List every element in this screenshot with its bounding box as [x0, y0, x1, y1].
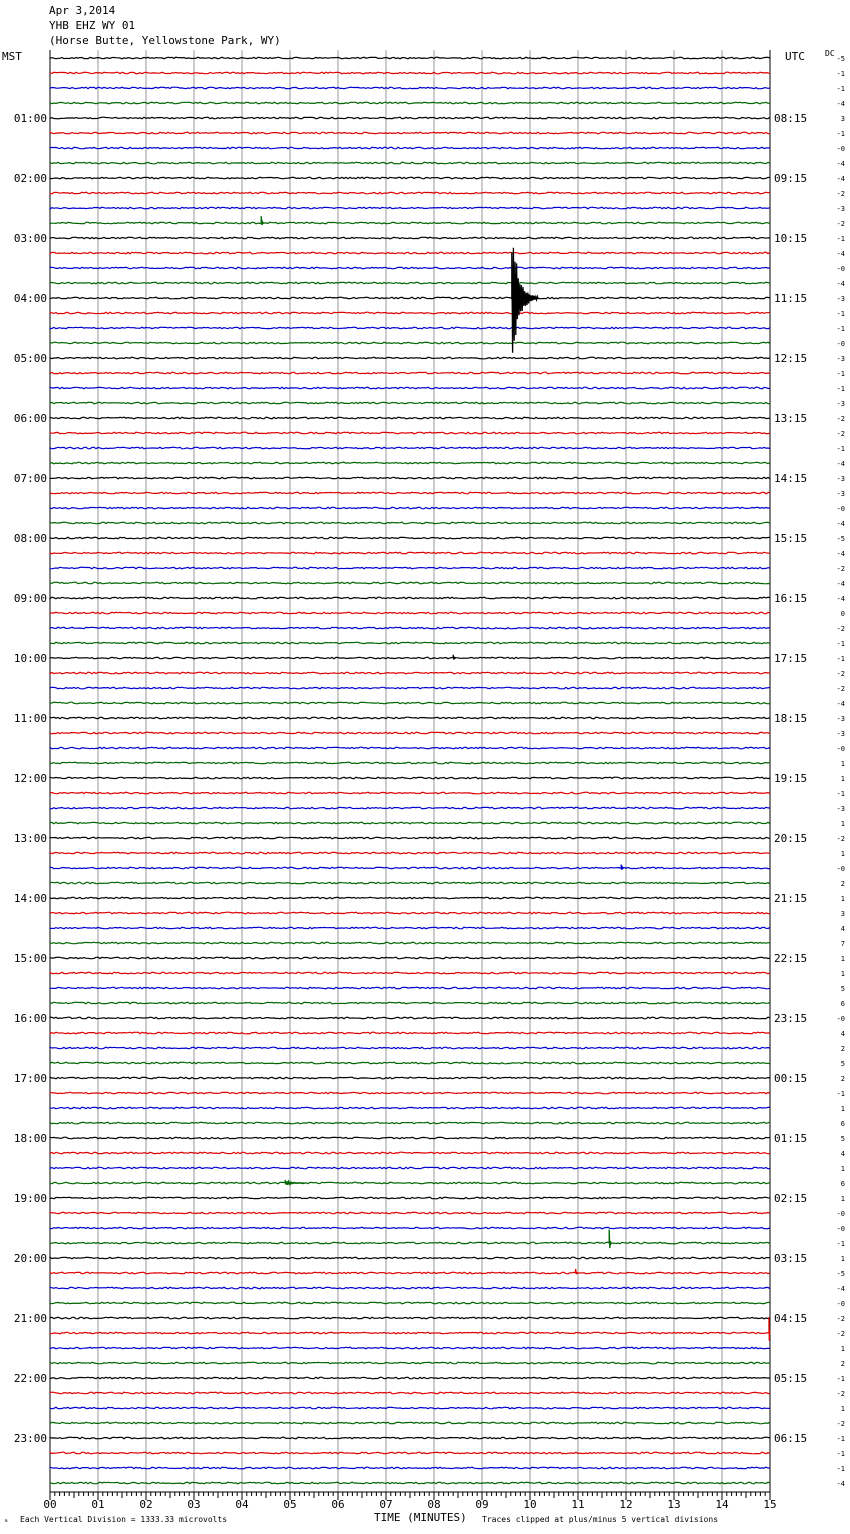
dc-offset-label: -4: [836, 175, 845, 183]
trace-row: [50, 597, 770, 599]
trace-row: [50, 1032, 770, 1034]
right-hour-label: 22:15: [774, 952, 808, 965]
trace-row: [50, 582, 770, 584]
right-hour-label: 06:15: [774, 1432, 808, 1445]
trace-row: [50, 447, 770, 449]
dc-offset-label: -2: [836, 220, 845, 228]
dc-offset-label: -0: [836, 1300, 845, 1308]
trace-row: [50, 117, 770, 119]
dc-offset-label: -2: [836, 685, 845, 693]
dc-offset-label: -2: [836, 670, 845, 678]
trace-row: [50, 657, 770, 659]
trace-row: [50, 1182, 770, 1184]
trace-row: [50, 942, 770, 944]
trace-row: [50, 252, 770, 254]
left-hour-label: 11:00: [13, 712, 47, 725]
left-hour-label: 22:00: [13, 1372, 47, 1385]
trace-row: [50, 717, 770, 719]
trace-row: [50, 1122, 770, 1124]
right-hour-label: 08:15: [774, 112, 808, 125]
dc-offset-label: -1: [836, 1375, 845, 1383]
dc-offset-label: -1: [836, 1240, 845, 1248]
dc-offset-label: -2: [836, 1315, 845, 1323]
dc-offset-header: DC: [825, 49, 835, 58]
x-tick-label: 14: [715, 1498, 729, 1511]
x-tick-label: 08: [427, 1498, 441, 1511]
dc-offset-label: -4: [836, 1285, 845, 1293]
dc-offset-label: -1: [836, 655, 845, 663]
dc-offset-label: -3: [836, 490, 845, 498]
trace-row: [50, 1422, 770, 1424]
trace-row: [50, 1302, 770, 1304]
trace-row: [50, 852, 770, 854]
dc-offset-label: -3: [836, 805, 845, 813]
trace-row: [50, 1092, 770, 1094]
left-hour-label: 20:00: [13, 1252, 47, 1265]
dc-offset-label: 1: [840, 820, 845, 828]
dc-offset-label: -5: [836, 535, 845, 543]
dc-offset-label: -1: [836, 370, 845, 378]
x-tick-label: 02: [139, 1498, 153, 1511]
dc-offset-label: -3: [836, 400, 845, 408]
right-hour-label: 02:15: [774, 1192, 808, 1205]
trace-row: [50, 1167, 770, 1169]
dc-offset-label: -2: [836, 1420, 845, 1428]
trace-row: [50, 927, 770, 929]
right-hour-label: 03:15: [774, 1252, 808, 1265]
trace-row: [50, 147, 770, 149]
left-hour-label: 17:00: [13, 1072, 47, 1085]
trace-row: [50, 1062, 770, 1064]
x-tick-label: 01: [91, 1498, 105, 1511]
dc-offset-label: -1: [836, 130, 845, 138]
trace-row: [50, 612, 770, 614]
dc-offset-label: 3: [840, 115, 845, 123]
trace-row: [50, 102, 770, 104]
left-hour-label: 23:00: [13, 1432, 47, 1445]
dc-offset-label: -1: [836, 640, 845, 648]
dc-offset-label: 2: [840, 1045, 845, 1053]
dc-offset-label: 4: [840, 1030, 845, 1038]
dc-offset-label: 1: [840, 850, 845, 858]
seismic-event: [512, 248, 538, 353]
dc-offset-label: 5: [840, 985, 845, 993]
x-tick-label: 12: [619, 1498, 633, 1511]
dc-offset-label: 7: [840, 940, 845, 948]
left-hour-label: 02:00: [13, 172, 47, 185]
dc-offset-label: 1: [840, 1345, 845, 1353]
trace-row: [50, 372, 770, 374]
dc-offset-label: 0: [840, 610, 845, 618]
trace-row: [50, 777, 770, 779]
corner-mark: ₘ: [4, 1516, 9, 1524]
dc-offset-label: -0: [836, 1210, 845, 1218]
x-tick-label: 07: [379, 1498, 393, 1511]
x-axis-label: TIME (MINUTES): [374, 1511, 467, 1524]
dc-offset-label: -2: [836, 190, 845, 198]
trace-row: [50, 522, 770, 524]
trace-row: [50, 912, 770, 914]
left-hour-label: 16:00: [13, 1012, 47, 1025]
trace-row: [50, 1197, 770, 1199]
dc-offset-label: 5: [840, 1135, 845, 1143]
station-code: YHB EHZ WY 01: [49, 19, 136, 32]
left-hour-label: 06:00: [13, 412, 47, 425]
trace-row: [50, 1152, 770, 1154]
trace-row: [50, 1377, 770, 1379]
dc-offset-label: -4: [836, 580, 845, 588]
right-hour-label: 13:15: [774, 412, 808, 425]
right-hour-label: 17:15: [774, 652, 808, 665]
dc-offset-label: -3: [836, 205, 845, 213]
left-timezone-label: MST: [2, 50, 22, 63]
trace-row: [50, 1212, 770, 1214]
dc-offset-label: -1: [836, 790, 845, 798]
dc-offset-label: -5: [836, 55, 845, 63]
dc-offset-label: -3: [836, 730, 845, 738]
dc-offset-label: 1: [840, 1195, 845, 1203]
dc-offset-label: -1: [836, 85, 845, 93]
right-timezone-label: UTC: [785, 50, 805, 63]
dc-offset-label: -4: [836, 160, 845, 168]
right-hour-label: 21:15: [774, 892, 808, 905]
dc-offset-label: 1: [840, 1405, 845, 1413]
dc-offset-label: -1: [836, 1435, 845, 1443]
dc-offset-label: -1: [836, 385, 845, 393]
x-tick-label: 11: [571, 1498, 585, 1511]
trace-row: [50, 897, 770, 899]
trace-row: [50, 132, 770, 134]
right-hour-label: 09:15: [774, 172, 808, 185]
trace-row: [50, 702, 770, 704]
trace-row: [50, 687, 770, 689]
dc-offset-label: -2: [836, 430, 845, 438]
left-hour-label: 18:00: [13, 1132, 47, 1145]
dc-offset-label: -3: [836, 475, 845, 483]
trace-row: [50, 1482, 770, 1484]
plot-date: Apr 3,2014: [49, 4, 116, 17]
trace-row: [50, 822, 770, 824]
dc-offset-label: 1: [840, 895, 845, 903]
dc-offset-label: -0: [836, 340, 845, 348]
right-hour-label: 04:15: [774, 1312, 808, 1325]
left-hour-label: 03:00: [13, 232, 47, 245]
left-hour-label: 08:00: [13, 532, 47, 545]
trace-row: [50, 1317, 770, 1319]
dc-offset-label: -3: [836, 715, 845, 723]
right-hour-label: 19:15: [774, 772, 808, 785]
trace-row: [50, 762, 770, 764]
trace-row: [50, 477, 770, 479]
station-location: (Horse Butte, Yellowstone Park, WY): [49, 34, 281, 47]
trace-row: [50, 342, 770, 344]
trace-row: [50, 867, 770, 869]
left-hour-label: 19:00: [13, 1192, 47, 1205]
seismic-event: [261, 216, 263, 225]
trace-row: [50, 987, 770, 989]
trace-row: [50, 627, 770, 629]
trace-row: [50, 327, 770, 329]
trace-row: [50, 972, 770, 974]
trace-row: [50, 507, 770, 509]
left-hour-label: 14:00: [13, 892, 47, 905]
trace-row: [50, 87, 770, 89]
x-tick-label: 09: [475, 1498, 489, 1511]
trace-row: [50, 747, 770, 749]
trace-row: [50, 642, 770, 644]
trace-row: [50, 1242, 770, 1244]
trace-row: [50, 492, 770, 494]
trace-row: [50, 207, 770, 209]
dc-offset-label: 3: [840, 910, 845, 918]
trace-row: [50, 1137, 770, 1139]
trace-row: [50, 162, 770, 164]
trace-row: [50, 1392, 770, 1394]
trace-row: [50, 807, 770, 809]
dc-offset-label: 1: [840, 955, 845, 963]
right-hour-label: 15:15: [774, 532, 808, 545]
dc-offset-label: -3: [836, 355, 845, 363]
right-hour-label: 20:15: [774, 832, 808, 845]
trace-row: [50, 537, 770, 539]
left-hour-label: 09:00: [13, 592, 47, 605]
right-hour-label: 16:15: [774, 592, 808, 605]
left-hour-label: 05:00: [13, 352, 47, 365]
trace-row: [50, 57, 770, 59]
trace-row: [50, 1077, 770, 1079]
dc-offset-label: 1: [840, 1165, 845, 1173]
trace-row: [50, 792, 770, 794]
left-hour-label: 13:00: [13, 832, 47, 845]
dc-offset-label: -2: [836, 835, 845, 843]
left-hour-label: 12:00: [13, 772, 47, 785]
dc-offset-label: -1: [836, 325, 845, 333]
dc-offset-label: -1: [836, 310, 845, 318]
x-tick-label: 03: [187, 1498, 201, 1511]
trace-row: [50, 402, 770, 404]
x-tick-label: 06: [331, 1498, 345, 1511]
right-hour-label: 12:15: [774, 352, 808, 365]
dc-offset-label: 2: [840, 1360, 845, 1368]
trace-row: [50, 1287, 770, 1289]
dc-offset-label: 1: [840, 970, 845, 978]
trace-row: [50, 1257, 770, 1259]
x-tick-label: 00: [43, 1498, 57, 1511]
dc-offset-label: 1: [840, 775, 845, 783]
trace-row: [50, 72, 770, 74]
right-hour-label: 18:15: [774, 712, 808, 725]
trace-row: [50, 357, 770, 359]
dc-offset-label: -4: [836, 100, 845, 108]
trace-row: [50, 1332, 770, 1334]
trace-row: [50, 672, 770, 674]
seismic-event: [621, 865, 623, 870]
trace-row: [50, 732, 770, 734]
dc-offset-label: -0: [836, 865, 845, 873]
trace-row: [50, 1362, 770, 1364]
dc-offset-label: -1: [836, 1465, 845, 1473]
dc-offset-label: 4: [840, 1150, 845, 1158]
dc-offset-label: 6: [840, 1000, 845, 1008]
trace-row: [50, 1017, 770, 1019]
dc-offset-label: -1: [836, 445, 845, 453]
left-hour-label: 21:00: [13, 1312, 47, 1325]
trace-row: [50, 1002, 770, 1004]
trace-row: [50, 567, 770, 569]
dc-offset-label: 2: [840, 1075, 845, 1083]
right-hour-label: 11:15: [774, 292, 808, 305]
x-tick-label: 13: [667, 1498, 681, 1511]
trace-row: [50, 552, 770, 554]
right-hour-label: 05:15: [774, 1372, 808, 1385]
dc-offset-label: -0: [836, 1225, 845, 1233]
right-hour-label: 10:15: [774, 232, 808, 245]
trace-row: [50, 1047, 770, 1049]
x-tick-label: 05: [283, 1498, 297, 1511]
dc-offset-label: 4: [840, 925, 845, 933]
right-hour-label: 00:15: [774, 1072, 808, 1085]
trace-row: [50, 297, 770, 299]
trace-row: [50, 192, 770, 194]
trace-row: [50, 1467, 770, 1469]
dc-offset-label: 5: [840, 1060, 845, 1068]
trace-row: [50, 267, 770, 269]
trace-row: [50, 282, 770, 284]
x-tick-label: 15: [763, 1498, 777, 1511]
right-hour-label: 01:15: [774, 1132, 808, 1145]
dc-offset-label: -2: [836, 1330, 845, 1338]
dc-offset-label: -4: [836, 250, 845, 258]
trace-row: [50, 417, 770, 419]
trace-row: [50, 1452, 770, 1454]
seismic-event: [285, 1180, 304, 1185]
trace-row: [50, 1347, 770, 1349]
dc-offset-label: -0: [836, 1015, 845, 1023]
clip-note: Traces clipped at plus/minus 5 vertical divisions: [482, 1515, 719, 1524]
dc-offset-label: -1: [836, 1450, 845, 1458]
dc-offset-label: -4: [836, 595, 845, 603]
dc-offset-label: 6: [840, 1120, 845, 1128]
dc-offset-label: 6: [840, 1180, 845, 1188]
dc-offset-label: 1: [840, 1255, 845, 1263]
dc-offset-label: -2: [836, 565, 845, 573]
trace-row: [50, 957, 770, 959]
trace-row: [50, 312, 770, 314]
trace-row: [50, 177, 770, 179]
trace-row: [50, 1272, 770, 1274]
right-hour-label: 14:15: [774, 472, 808, 485]
dc-offset-label: -4: [836, 460, 845, 468]
dc-offset-label: -1: [836, 235, 845, 243]
dc-offset-label: -0: [836, 265, 845, 273]
scale-note: Each Vertical Division = 1333.33 microvolts: [20, 1515, 228, 1524]
trace-row: [50, 1107, 770, 1109]
dc-offset-label: -0: [836, 745, 845, 753]
dc-offset-label: -4: [836, 280, 845, 288]
trace-row: [50, 432, 770, 434]
x-tick-label: 10: [523, 1498, 537, 1511]
trace-row: [50, 222, 770, 224]
trace-row: [50, 1407, 770, 1409]
dc-offset-label: 1: [840, 1105, 845, 1113]
dc-offset-label: -5: [836, 1270, 845, 1278]
trace-row: [50, 387, 770, 389]
left-hour-label: 10:00: [13, 652, 47, 665]
trace-row: [50, 882, 770, 884]
dc-offset-label: -4: [836, 520, 845, 528]
dc-offset-label: -0: [836, 505, 845, 513]
dc-offset-label: -4: [836, 550, 845, 558]
trace-row: [50, 1227, 770, 1229]
dc-offset-label: -4: [836, 1480, 845, 1488]
left-hour-label: 04:00: [13, 292, 47, 305]
right-hour-label: 23:15: [774, 1012, 808, 1025]
left-hour-label: 01:00: [13, 112, 47, 125]
trace-row: [50, 237, 770, 239]
seismic-event: [609, 1230, 611, 1249]
dc-offset-label: -0: [836, 145, 845, 153]
left-hour-label: 15:00: [13, 952, 47, 965]
dc-offset-label: -3: [836, 295, 845, 303]
dc-offset-label: 2: [840, 880, 845, 888]
dc-offset-label: -2: [836, 1390, 845, 1398]
trace-row: [50, 837, 770, 839]
dc-offset-label: 1: [840, 760, 845, 768]
dc-offset-label: -4: [836, 700, 845, 708]
trace-row: [50, 1437, 770, 1439]
dc-offset-label: -2: [836, 415, 845, 423]
dc-offset-label: -1: [836, 1090, 845, 1098]
dc-offset-label: -2: [836, 625, 845, 633]
left-hour-label: 07:00: [13, 472, 47, 485]
x-tick-label: 04: [235, 1498, 249, 1511]
dc-offset-label: -1: [836, 70, 845, 78]
trace-row: [50, 462, 770, 464]
